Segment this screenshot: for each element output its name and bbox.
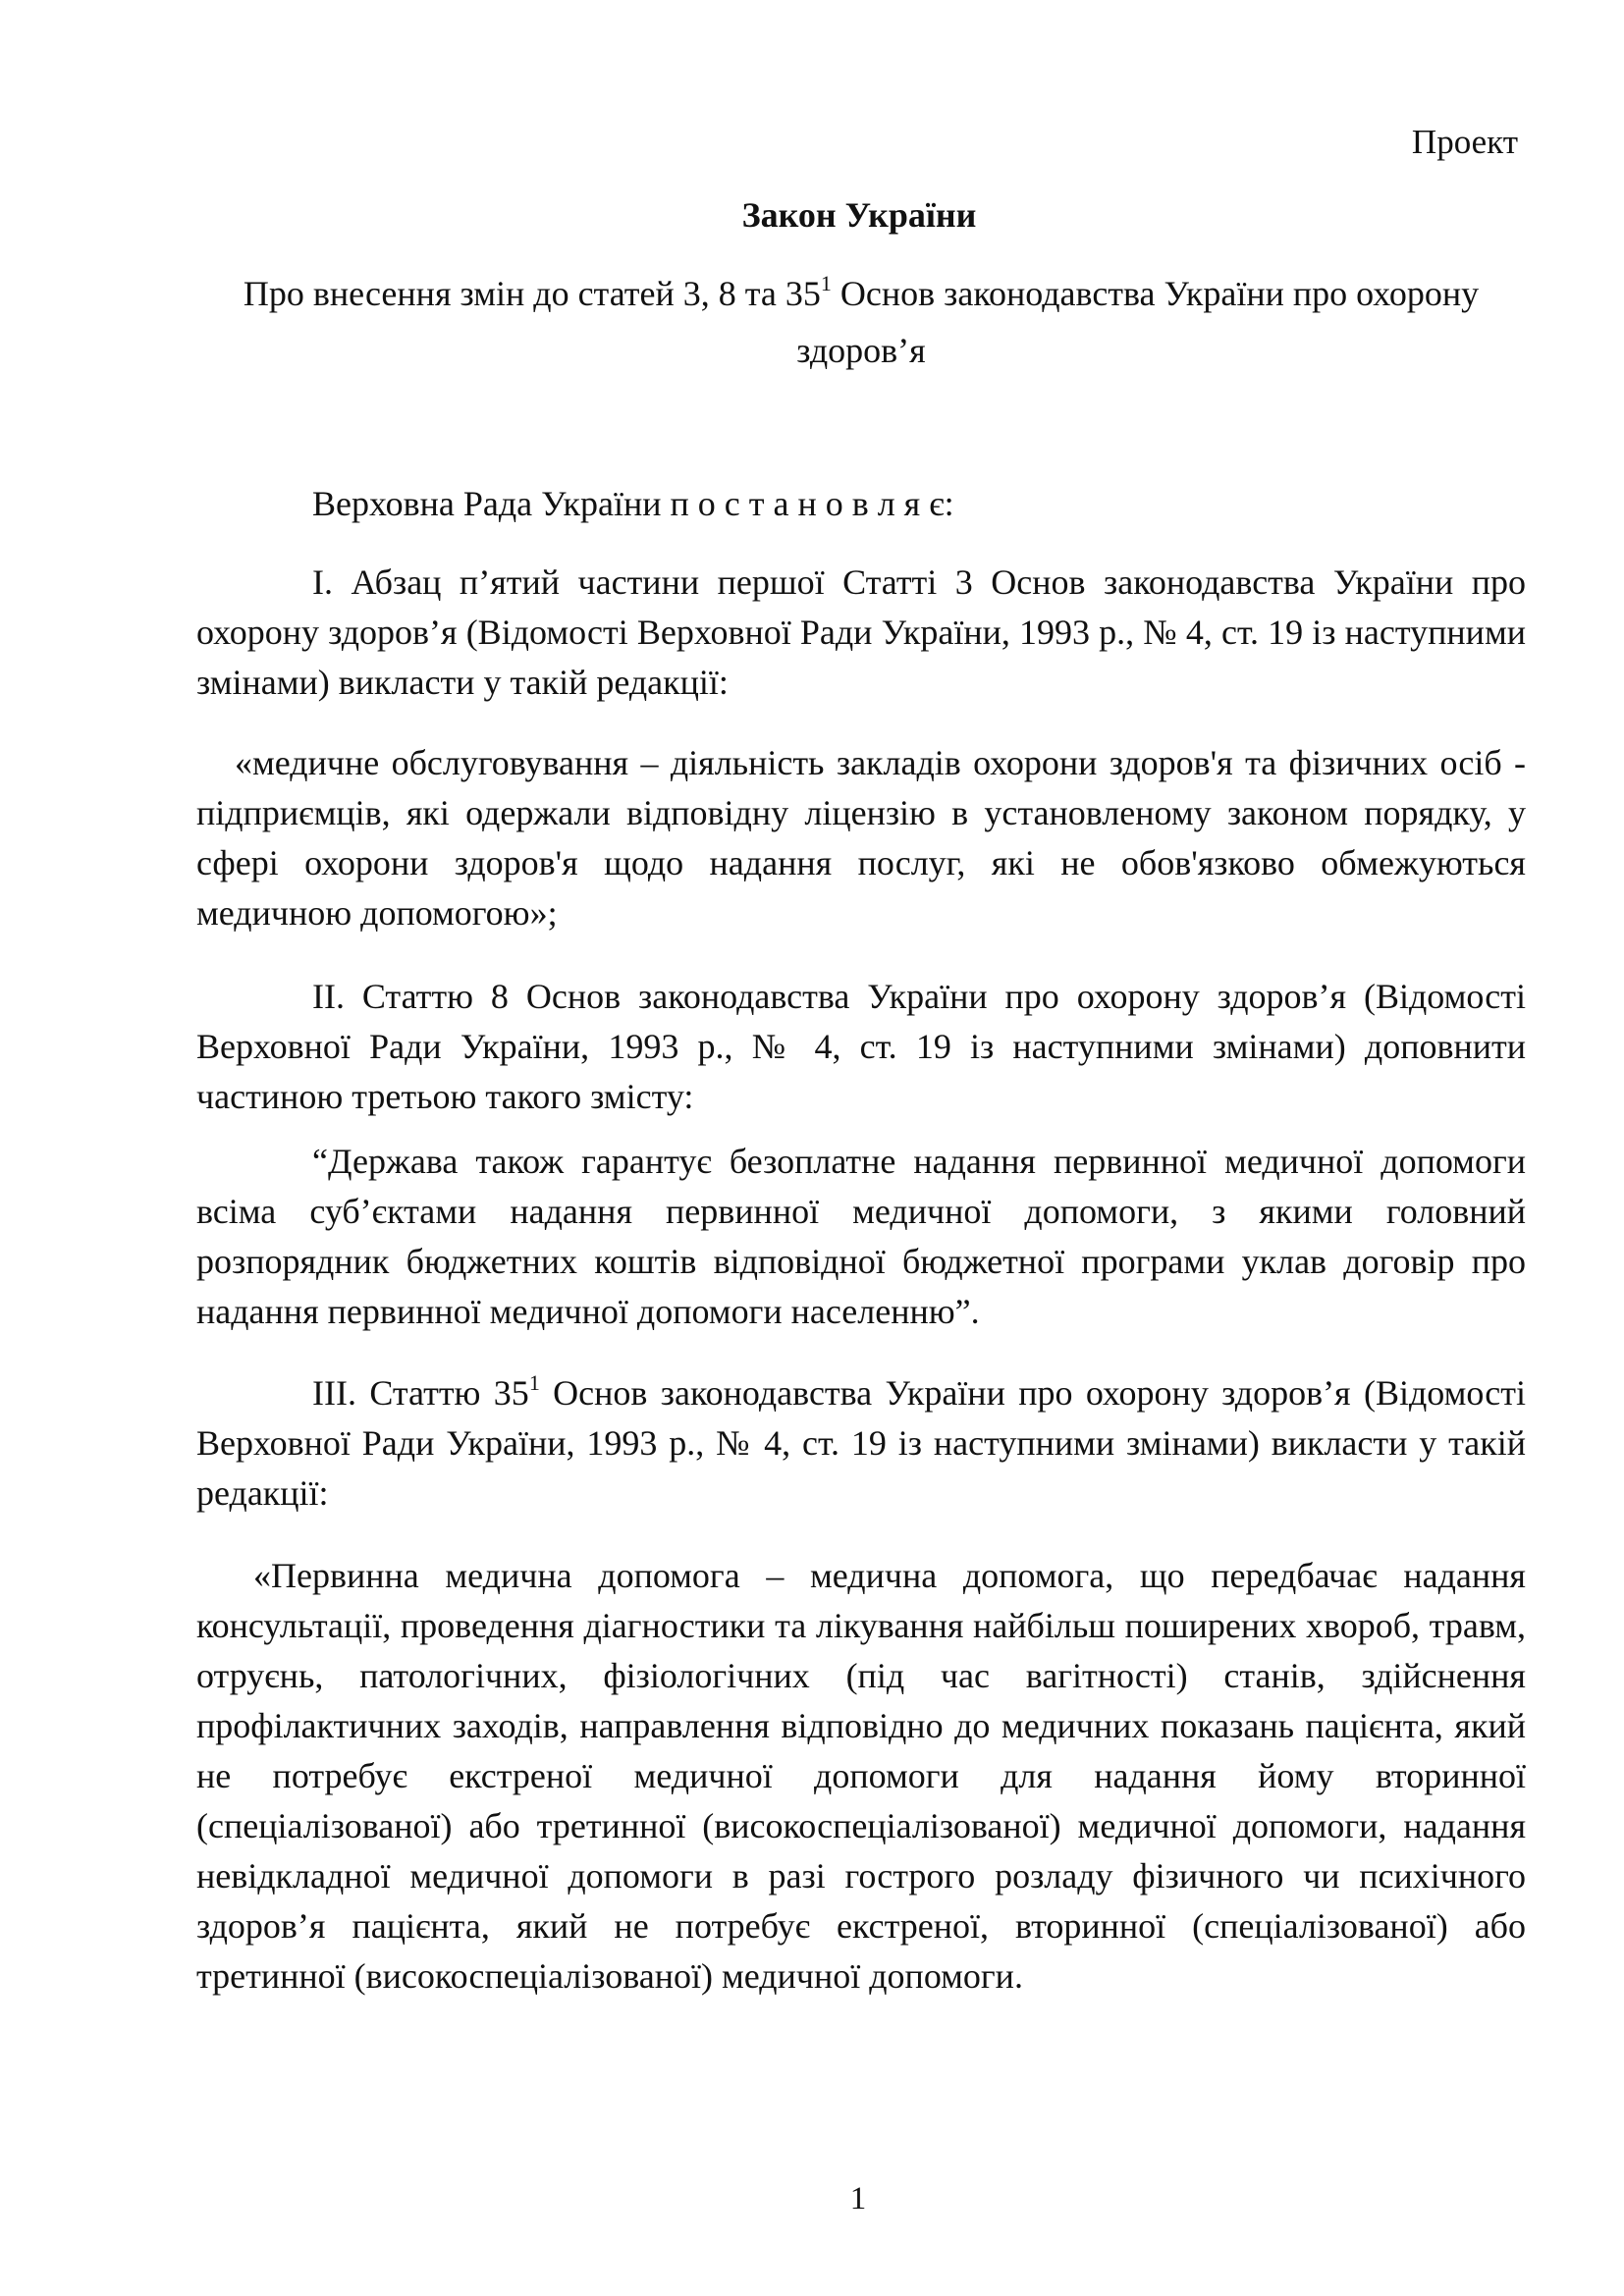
section-3-text <box>196 1368 1526 1519</box>
section-3-superscript: 1 <box>528 1370 540 1395</box>
section-3-part1: III. Статтю 35 <box>312 1373 529 1413</box>
section-2-text: II. Статтю 8 Основ законодавства України про охорону здоров’я (Відомості Верховної Ради України, 1993 р., № 4, ст. 19 із наступними змінами) доповнити частиною третьою такого змісту: <box>196 977 1526 1116</box>
law-subtitle <box>196 265 1526 379</box>
section-3-part2: Основ законодавства України про охорону здоров’я (Відомості Верховної Ради України, 1993 р., № 4, ст. 19 із наступними змінами) викласти у такій редакції: <box>196 1373 1526 1513</box>
section-3-quote: «Первинна медична допомога – медична допомога, що передбачає надання консультації, проведення діагностики та лікування найбільш поширених хвороб, травм, отруєнь, патологічних, фізіологічних (під час вагітності) станів, здійснення профілактичних заходів, направлення відповідно до медичних показань пацієнта, який не потребує екстреної медичної допомоги для надання йому вторинної (спеціалізованої) або третинної (високоспеціалізованої) медичної допомоги, надання невідкладної медичної допомоги в разі гострого розладу фізичного чи психічного здоров’я пацієнта, який не потребує екстреної, вторинної (спеціалізованої) або третинної (високоспеціалізованої) медичної допомоги. <box>196 1556 1526 1996</box>
draft-label: Проект <box>1411 123 1518 161</box>
subtitle-superscript: 1 <box>820 271 832 295</box>
section-1-text: I. Абзац п’ятий частини першої Статті 3 Основ законодавства України про охорону здоров’я (Відомості Верховної Ради України, 1993 р., № 4, ст. 19 із наступними змінами) викласти у такій редакції: <box>196 562 1526 702</box>
resolve-line <box>312 481 954 526</box>
subtitle-part1: Про внесення змін до статей 3, 8 та 35 <box>243 274 821 313</box>
resolve-intro: Верховна Рада України <box>312 484 671 523</box>
subtitle-part2: Основ законодавства України про охорону здоров’я <box>796 274 1480 370</box>
section-2-quote: “Держава також гарантує безоплатне надання первинної медичної допомоги всіма суб’єктами надання первинної медичної допомоги, з якими головний розпорядник бюджетних коштів відповідної бюджетної програми уклав договір про надання первинної медичної допомоги населенню”. <box>196 1142 1526 1331</box>
law-title: Закон України <box>741 195 977 235</box>
resolve-word: п о с т а н о в л я є: <box>670 484 954 523</box>
page-number: 1 <box>849 2181 867 2216</box>
section-1-quote: «медичне обслуговування – діяльність закладів охорони здоров'я та фізичних осіб - підприємців, які одержали відповідну ліцензію в установленому законом порядку, у сфері охорони здоров'я щодо надання послуг, які не обов'язково обмежуються медичною допомогою»; <box>196 743 1526 933</box>
